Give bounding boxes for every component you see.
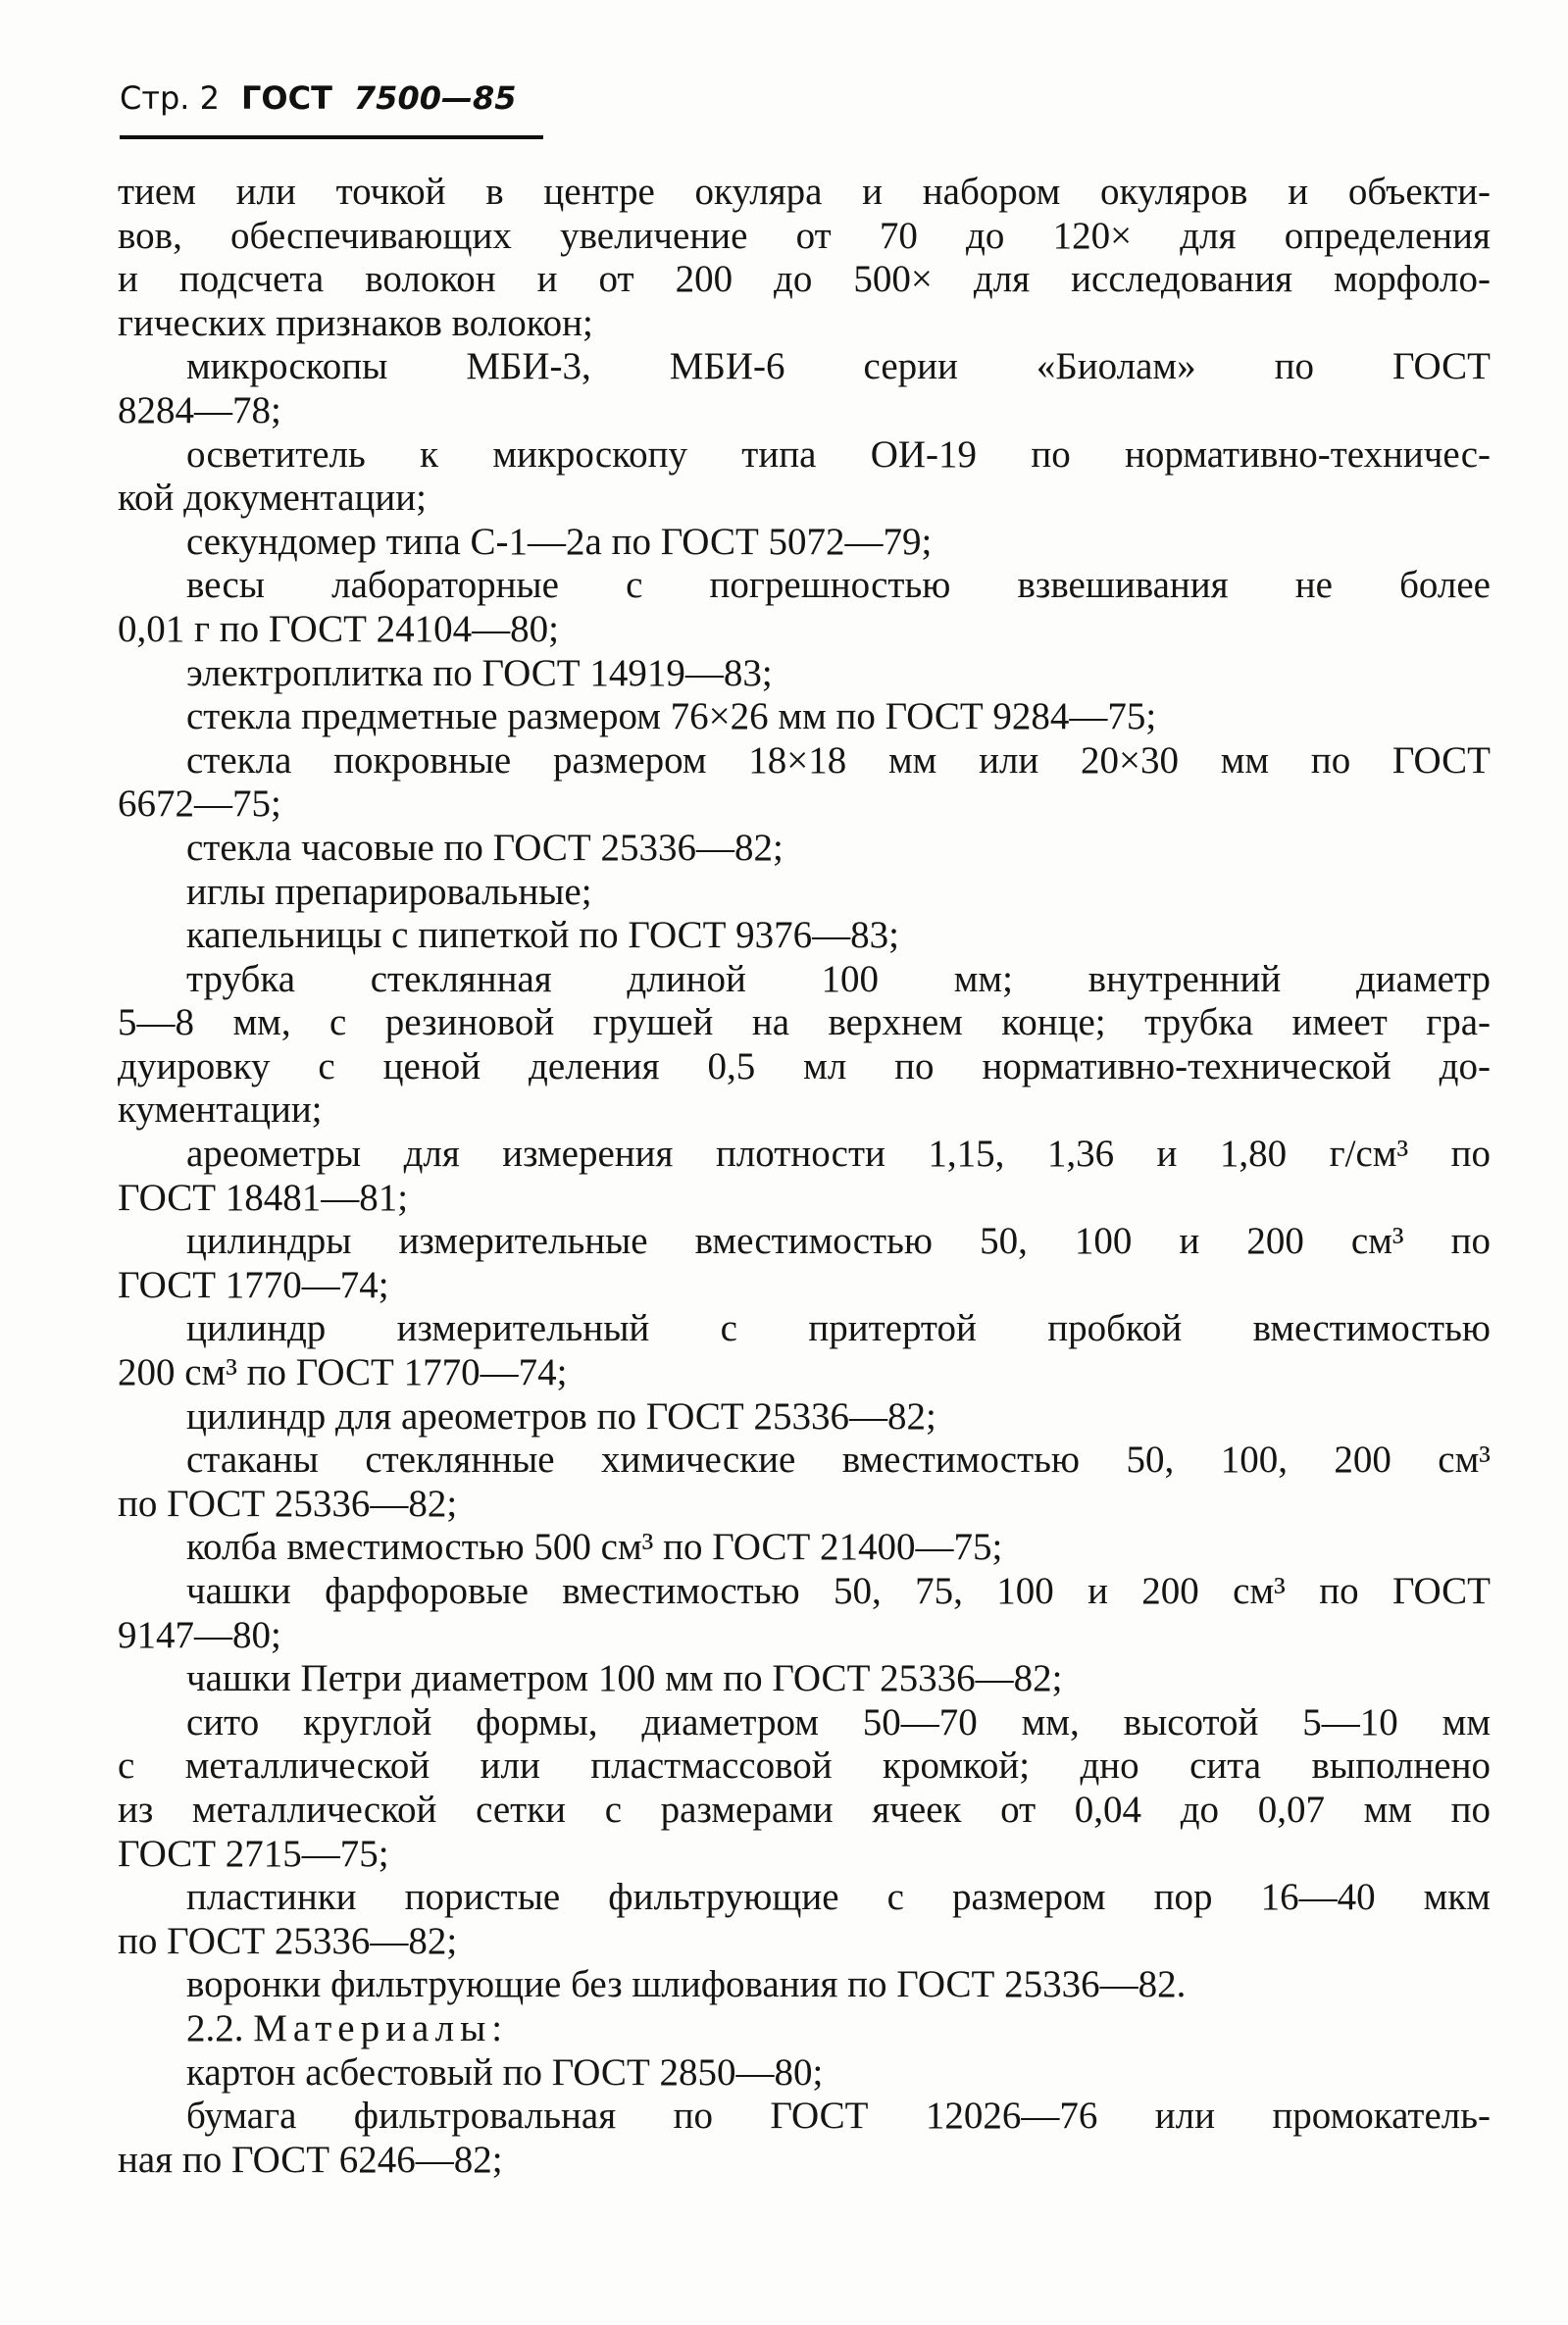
text-line: 8284—78; — [118, 388, 281, 431]
text-line — [118, 2007, 1491, 2051]
page-header — [120, 76, 538, 120]
body-text — [118, 171, 1491, 2182]
text-line: стекла покровные размером 18×18 мм или 20×30 мм по ГОСТ — [186, 738, 1491, 782]
text-line: 9147—80; — [118, 1613, 281, 1656]
page-number-label: Стр. 2 — [120, 79, 220, 117]
text-line: кой документации; — [118, 477, 427, 520]
text-line: чашки Петри диаметром 100 мм по ГОСТ 25336—82; — [186, 1657, 1063, 1700]
text-line: осветитель к микроскопу типа ОИ-19 по нормативно-техничес- — [186, 432, 1491, 476]
text-line: и подсчета волокон и от 200 до 500× для исследования морфоло- — [118, 258, 1491, 301]
text-line: картон асбестовый по ГОСТ 2850—80; — [186, 2050, 824, 2094]
text-line: электроплитка по ГОСТ 14919—83; — [186, 651, 773, 694]
text-line: капельницы с пипеткой по ГОСТ 9376—83; — [186, 914, 900, 957]
text-line: стекла часовые по ГОСТ 25336—82; — [186, 826, 784, 869]
text-line: 6672—75; — [118, 783, 281, 826]
text-line: колба вместимостью 500 см³ по ГОСТ 21400—75; — [186, 1526, 1003, 1569]
text-line: ГОСТ 2715—75; — [118, 1832, 389, 1875]
text-line: секундомер типа С-1—2а по ГОСТ 5072—79; — [186, 520, 933, 563]
section-heading: Материалы: — [253, 2006, 509, 2049]
header-rule — [120, 135, 543, 139]
text-line: по ГОСТ 25336—82; — [118, 1919, 458, 1962]
standard-number: 7500—85 — [353, 79, 517, 117]
text-line: из металлической сетки с размерами ячеек от 0,04 до 0,07 мм по — [118, 1788, 1491, 1831]
text-line: 5—8 мм, с резиновой грушей на верхнем конце; трубка имеет гра- — [118, 1001, 1491, 1044]
text-line: 200 см³ по ГОСТ 1770—74; — [118, 1351, 568, 1394]
text-line: кументации; — [118, 1088, 323, 1132]
text-line: цилиндр для ареометров по ГОСТ 25336—82; — [186, 1394, 936, 1438]
text-line: весы лабораторные с погрешностью взвешивания не более — [186, 564, 1491, 607]
text-line: воронки фильтрующие без шлифования по ГОСТ 25336—82. — [186, 1963, 1187, 2006]
text-line: бумага фильтровальная по ГОСТ 12026—76 или промокатель- — [186, 2095, 1491, 2138]
text-line: 0,01 г по ГОСТ 24104—80; — [118, 607, 560, 650]
text-line: пластинки пористые фильтрующие с размером пор 16—40 мкм — [186, 1876, 1491, 1919]
text-line: с металлической или пластмассовой кромкой; дно сита выполнено — [118, 1744, 1491, 1788]
text-line: иглы препарировальные; — [186, 870, 592, 913]
text-line: ареометры для измерения плотности 1,15, 1,36 и 1,80 г/см³ по — [186, 1133, 1491, 1176]
section-number: 2.2. — [186, 2006, 254, 2049]
text-line: по ГОСТ 25336—82; — [118, 1482, 458, 1525]
text-line: гических признаков волокон; — [118, 301, 593, 344]
text-line: стекла предметные размером 76×26 мм по ГОСТ 9284—75; — [186, 695, 1157, 738]
text-line: микроскопы МБИ-3, МБИ-6 серии «Биолам» по ГОСТ — [186, 345, 1491, 388]
text-line: сито круглой формы, диаметром 50—70 мм, высотой 5—10 мм — [186, 1700, 1491, 1744]
text-line: стаканы стеклянные химические вместимостью 50, 100, 200 см³ — [186, 1439, 1491, 1482]
text-line: трубка стеклянная длиной 100 мм; внутренний диаметр — [186, 957, 1491, 1000]
text-line: вов, обеспечивающих увеличение от 70 до 120× для определения — [118, 214, 1491, 257]
text-line: дуировку с ценой деления 0,5 мл по нормативно-технической до- — [118, 1044, 1491, 1087]
text-line: ГОСТ 18481—81; — [118, 1176, 409, 1219]
text-line: тием или точкой в центре окуляра и набором окуляров и объекти- — [118, 171, 1491, 213]
text-line: чашки фарфоровые вместимостью 50, 75, 100 и 200 см³ по ГОСТ — [186, 1570, 1491, 1612]
standard-label: ГОСТ — [241, 79, 332, 117]
text-line: ГОСТ 1770—74; — [118, 1263, 389, 1306]
text-line: ная по ГОСТ 6246—82; — [118, 2138, 503, 2181]
text-line: цилиндр измерительный с притертой пробкой вместимостью — [186, 1307, 1491, 1350]
text-line: цилиндры измерительные вместимостью 50, 100 и 200 см³ по — [186, 1220, 1491, 1263]
